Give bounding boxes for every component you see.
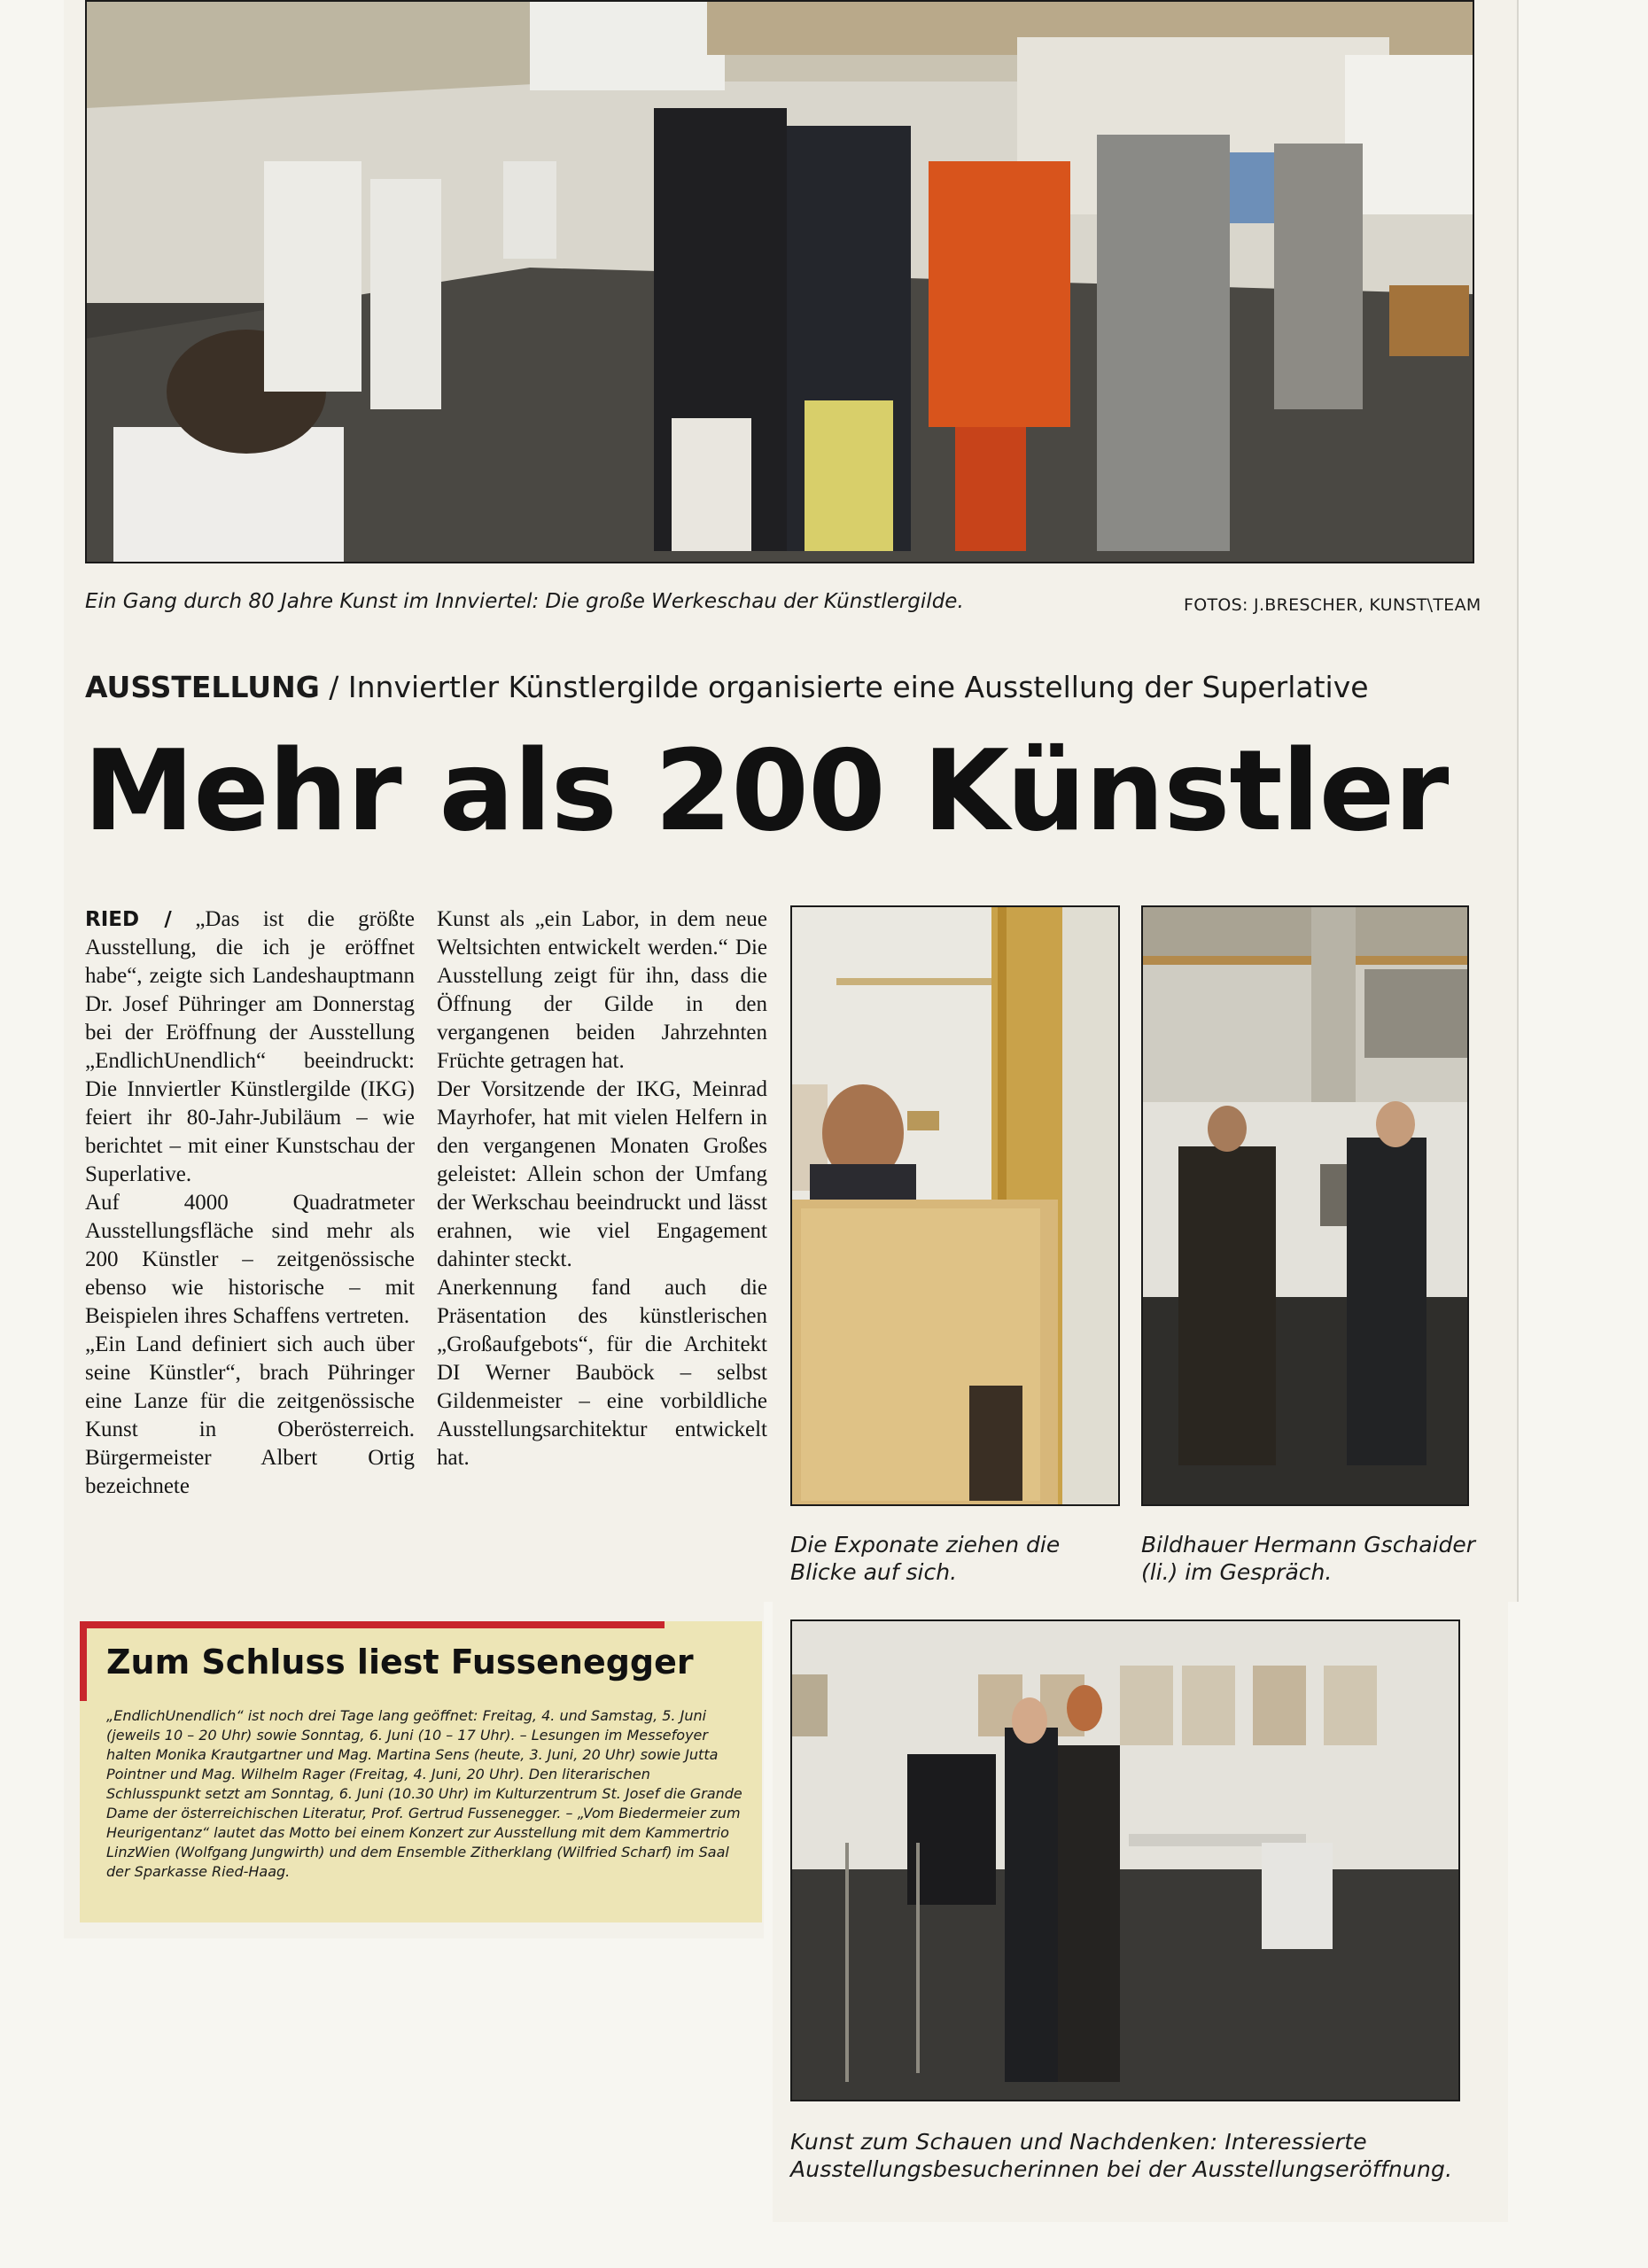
lead-text: „Das ist die größte Ausstellung, die ich je eröffnet habe“, zeigte sich Landeshauptmann Dr. Josef Pühringer am Donnerstag bei der Eröffnung der Ausstellung „EndlichUnendlich“ beeindruckt: Die Innviertler Künstlergilde (IKG) feiert ihr 80-Jahr-Jubiläum – wie berichtet – mit einer Kunstschau der Superlative. (85, 907, 415, 1186)
photo-credit: FOTOS: J.BRESCHER, KUNST\TEAM (1184, 595, 1481, 615)
info-box-text: „EndlichUnendlich“ ist noch drei Tage lang geöffnet: Freitag, 4. und Samstag, 5. Juni (jeweils 10 – 20 Uhr) sowie Sonntag, 6. Juni (10 – 17 Uhr). – Lesungen im Messefoyer halten Monika Krautgartner und Mag. Martina Sens (heute, 3. Juni, 20 Uhr) sowie Jutta Pointner und Mag. Wilhelm Rager (Freitag, 4. Juni, 20 Uhr). Den literarischen Schlusspunkt setzt am Sonntag, 6. Juni (10.30 Uhr) im Kulturzentrum St. Josef die Grande Dame der österreichischen Literatur, Prof. Gertrud Fussenegger. – „Vom Biedermeier zum Heurigentanz“ lautet das Motto bei einem Konzert zur Ausstellung mit dem Kammertrio LinzWien (Wolfgang Jungwirth) und dem Ensemble Zitherklang (Wilfried Scharf) im Saal der Sparkasse Ried-Haag. (106, 1707, 742, 1880)
info-box (80, 1621, 762, 1922)
article-lead-paragraph (85, 905, 415, 1189)
photo-exponate (790, 905, 1120, 1506)
photo-bildhauer (1141, 905, 1469, 1506)
article-column-2 (437, 905, 767, 1472)
caption-exponate: Die Exponate ziehen die Blicke auf sich. (790, 1532, 1061, 1585)
article-paragraph: Anerkennung fand auch die Präsentation des künstlerischen „Großaufgebots“, für die Architekt DI Werner Bauböck – selbst Gildenmeister – eine vorbildliche Ausstellungsarchitektur entwickelt hat. (437, 1276, 767, 1470)
article-column-1 (85, 905, 415, 1501)
article-paragraph: Auf 4000 Quadratmeter Ausstellungsfläche sind mehr als 200 Künstler – zeitgenössische ebenso wie historische – mit Beispielen ihres Schaffens vertreten. (85, 1191, 415, 1328)
info-box-title: Zum Schluss liest Fussenegger (106, 1643, 694, 1682)
dateline: RIED / (85, 908, 172, 931)
caption-bildhauer: Bildhauer Hermann Gschaider (li.) im Gespräch. (1141, 1532, 1476, 1585)
headline: Mehr als 200 Künstler (83, 726, 1449, 856)
article-paragraph: „Ein Land definiert sich auch über seine Künstler“, brach Pühringer eine Lanze für die zeitgenössische Kunst in Oberösterreich. Bürgermeister Albert Ortig bezeichnete (85, 1332, 415, 1498)
photo-besucherinnen (790, 1619, 1460, 2101)
rubric-label: AUSSTELLUNG (85, 670, 320, 704)
top-photo-exhibition-hall (85, 0, 1474, 563)
article-paragraph: Kunst als „ein Labor, in dem neue Weltsichten entwickelt werden.“ Die Ausstellung zeigt für ihn, dass die Öffnung der Gilde in den vergangenen beiden Jahrzehnten Früchte getragen hat. (437, 907, 767, 1073)
caption-besucherinnen: Kunst zum Schauen und Nachdenken: Interessierte Ausstellungsbesucherinnen bei der Ausstellungseröffnung. (790, 2129, 1453, 2182)
kicker-line (85, 670, 1369, 704)
info-box-accent-side (80, 1621, 87, 1701)
article-paragraph: Der Vorsitzende der IKG, Meinrad Mayrhofer, hat mit vielen Helfern in den vergangenen Monaten Großes geleistet: Allein schon der Umfang der Werkschau beeindruckt und lässt erahnen, wie viel Engagement dahinter steckt. (437, 1077, 767, 1271)
info-box-accent-bar (80, 1621, 665, 1628)
kicker-text: / Innviertler Künstlergilde organisierte eine Ausstellung der Superlative (319, 670, 1369, 704)
top-photo-caption: Ein Gang durch 80 Jahre Kunst im Innviertel: Die große Werkeschau der Künstlergilde. (85, 590, 964, 613)
